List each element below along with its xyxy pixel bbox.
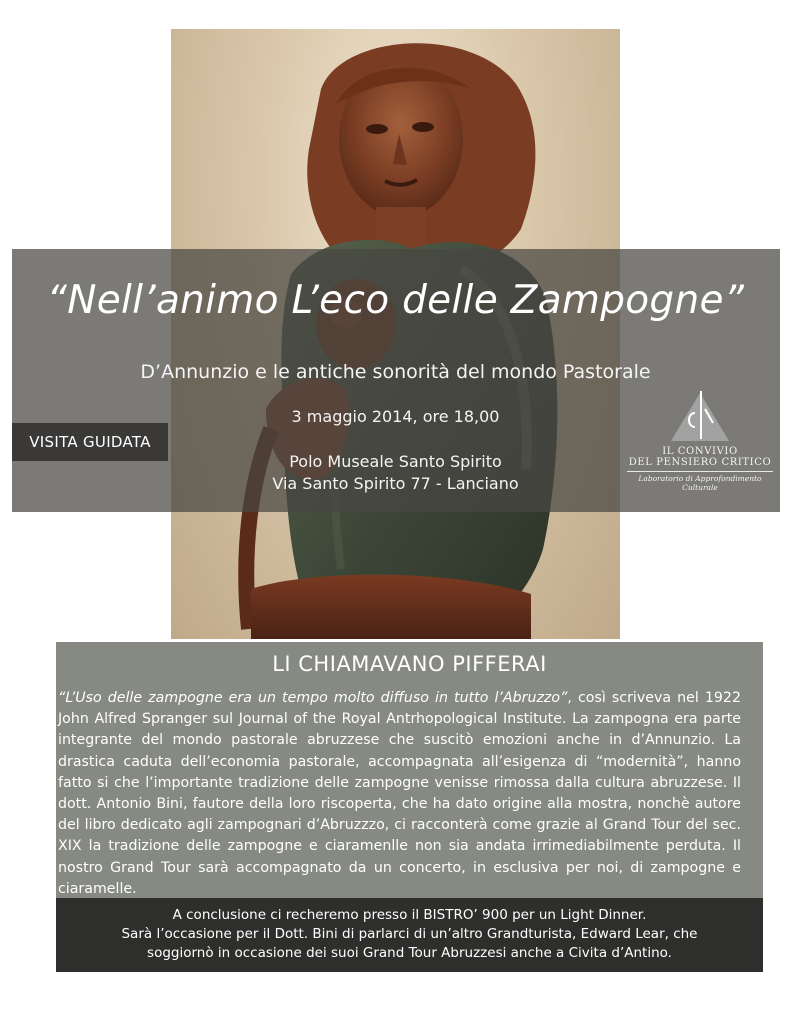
logo-name-line2: DEL PENSIERO CRITICO [628, 457, 772, 468]
footer-line-3: soggiornò in occasione dei suoi Grand Tour Abruzzesi anche a Civita d’Antino. [147, 945, 672, 961]
logo-divider [627, 471, 773, 472]
venue-address: Via Santo Spirito 77 - Lanciano [272, 474, 519, 493]
logo-name-line1: IL CONVIVIO [662, 446, 738, 457]
venue-name: Polo Museale Santo Spirito [289, 452, 502, 471]
spranger-quote: “L’Uso delle zampogne era un tempo molto diffuso in tutto l’Abruzzo” [58, 690, 568, 706]
footer-line-1: A conclusione ci recheremo presso il BISTRO’ 900 per un Light Dinner. [172, 907, 647, 923]
section-body-text: , così scriveva nel 1922 John Alfred Spranger sul Journal of the Royal Antrhopological Institute. La zampogna era parte integrante del mondo pastorale abruzzese che suscitò emozioni anche in d’Annunzio. La drastica caduta dell’economia pastorale, accompagnata all’esigenza di “modernità”, hanno fatto si che l’importante tradizione delle zampogne venisse rimossa dalla cultura abruzzese. Il dott. Antonio Bini, fautore della loro riscoperta, che ha dato origine alla mostra, nonchè autore del libro dedicato agli zampognari d’Abruzzzo, ci racconterà come grazie al Grand Tour del sec. XIX la tradizione delle zampogne e ciaramenlle non sia andata irrimediabilmente perduta. Il nostro Grand Tour sarà accompagnato da un concerto, in esclusiva per noi, di zampogne e ciaramelle. [58, 690, 741, 897]
logo-tagline: Laboratorio di Approfondimento Culturale [638, 474, 762, 492]
footer-line-2: Sarà l’occasione per il Dott. Bini di parlarci di un’altro Grandturista, Edward Lear, che [121, 926, 698, 942]
event-date: 3 maggio 2014, ore 18,00 [291, 407, 500, 426]
logo-emblem-icon [665, 387, 735, 445]
event-title: “Nell’animo L’eco delle Zampogne” [46, 278, 745, 323]
event-subtitle: D’Annunzio e le antiche sonorità del mondo Pastorale [140, 361, 651, 383]
visit-tag: VISITA GUIDATA [12, 423, 168, 461]
section-body [58, 688, 741, 900]
section-heading: LI CHIAMAVANO PIFFERAI [272, 652, 547, 676]
convivio-logo [620, 387, 780, 497]
